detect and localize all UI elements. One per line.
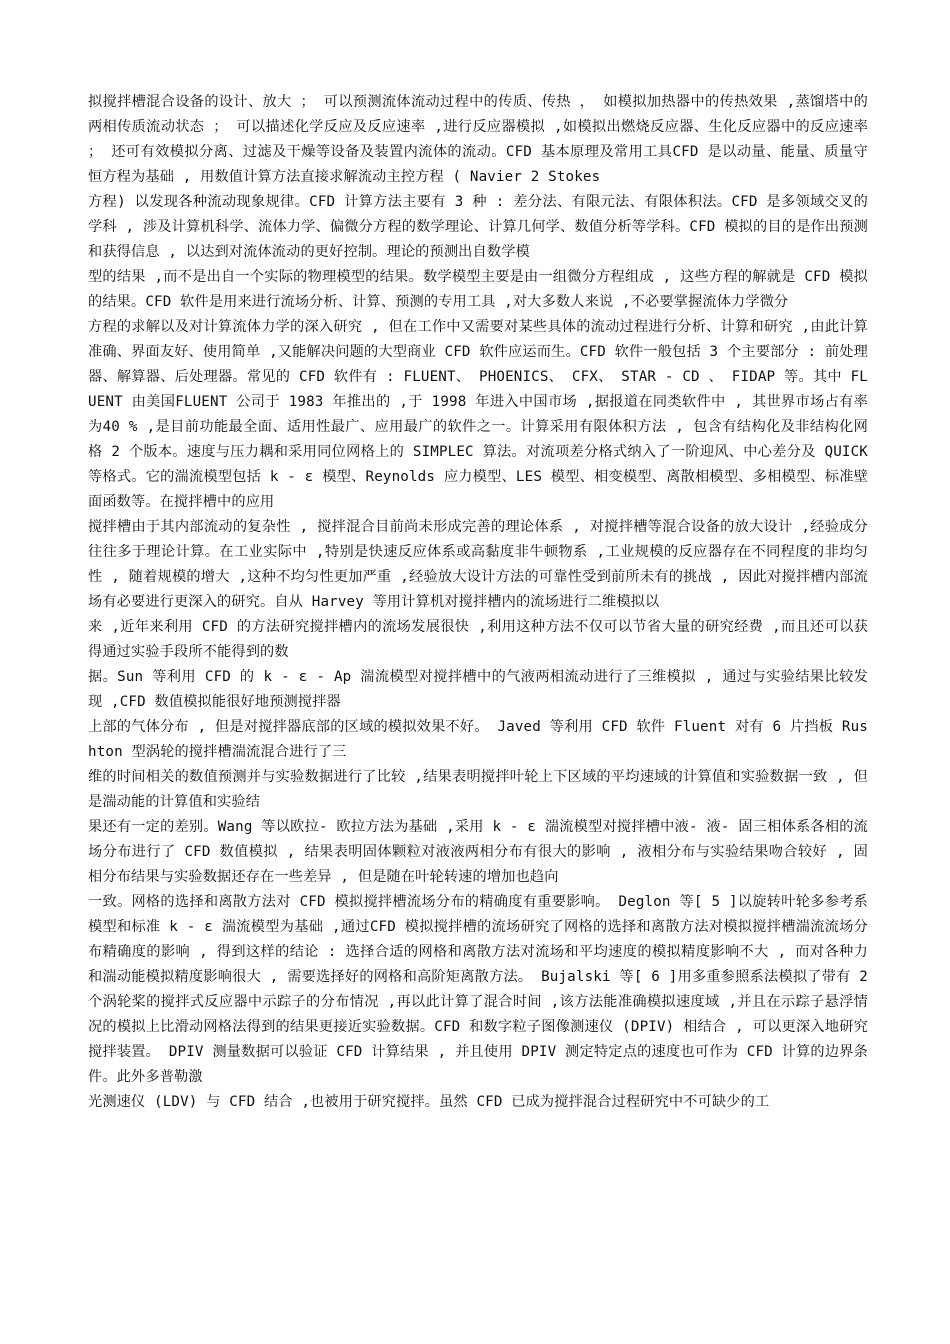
paragraph-1: 拟搅拌槽混合设备的设计、放大 ； 可以预测流体流动过程中的传质、传热 ， 如模拟加热器中的传热效果 ,蒸馏塔中的两相传质流动状态 ； 可以描述化学反应及反应速率 ,进行反应器模拟 ,如模拟出燃烧反应器、生化反应器中的反应速率 ； 还可有效模拟分离、过滤及干燥等设备及装置内流体的流动。CFD 基本原理及常用工具CFD 是以动量、能量、质量守恒方程为基础 , 用数值计算方法直接求解流动主控方程 ( Navier 2 Stokes	[88, 94, 868, 185]
paragraph-4: 方程的求解以及对计算流体力学的深入研究 , 但在工作中又需要对某些具体的流动过程进行分析、计算和研究 ,由此计算准确、界面友好、使用简单 ,又能解决问题的大型商业 CFD 软件应运而生。CFD 软件一般包括 3 个主要部分 : 前处理器、解算器、后处理器。常见的 CFD 软件有 : FLUENT、 PHOENICS、 CFX、 STAR - CD 、 FIDAP 等。其中 FLUENT 由美国FLUENT 公司于 1983 年推出的 ,于 1998 年进入中国市场 ,据报道在同类软件中 , 其世界市场占有率为40 % ,是目前功能最全面、适用性最广、应用最广的软件之一。计算采用有限体积方法 , 包含有结构化及非结构化网格 2 个版本。速度与压力耦和采用同位网格上的 SIMPLEC 算法。对流项差分格式纳入了一阶迎风、中心差分及 QUICK 等格式。它的湍流模型包括 k - ε 模型、Reynolds 应力模型、LES 模型、相变模型、离散相模型、多相模型、标准壁面函数等。在搅拌槽中的应用	[88, 319, 868, 510]
paragraph-7: 据。Sun 等利用 CFD 的 k - ε - Ap 湍流模型对搅拌槽中的气液两相流动进行了三维模拟 , 通过与实验结果比较发现 ,CFD 数值模拟能很好地预测搅拌器	[88, 669, 868, 710]
paragraph-12: 光测速仪 (LDV) 与 CFD 结合 ,也被用于研究搅拌。虽然 CFD 已成为搅拌混合过程研究中不可缺少的工	[88, 1094, 770, 1110]
paragraph-8: 上部的气体分布 , 但是对搅拌器底部的区域的模拟效果不好。 Javed 等利用 CFD 软件 Fluent 对有 6 片挡板 Rushton 型涡轮的搅拌槽湍流混合进行了三	[88, 719, 868, 760]
paragraph-2: 方程) 以发现各种流动现象规律。CFD 计算方法主要有 3 种 : 差分法、有限元法、有限体积法。CFD 是多领域交叉的学科 , 涉及计算机科学、流体力学、偏微分方程的数学理论、计算几何学、数值分析等学科。CFD 模拟的目的是作出预测和获得信息 , 以达到对流体流动的更好控制。理论的预测出自数学模	[88, 194, 868, 260]
paragraph-6: 来 ,近年来利用 CFD 的方法研究搅拌槽内的流场发展很快 ,利用这种方法不仅可以节省大量的研究经费 ,而且还可以获得通过实验手段所不能得到的数	[88, 619, 868, 660]
paragraph-11: 一致。网格的选择和离散方法对 CFD 模拟搅拌槽流场分布的精确度有重要影响。 Deglon 等[ 5 ]以旋转叶轮多参考系模型和标准 k - ε 湍流模型为基础 ,通过CFD 模拟搅拌槽的流场研究了网格的选择和离散方法对模拟搅拌槽湍流流场分布精确度的影响 , 得到这样的结论 : 选择合适的网格和离散方法对流场和平均速度的模拟精度影响不大 , 而对各种力和湍动能模拟精度影响很大 , 需要选择好的网格和高阶矩离散方法。 Bujalski 等[ 6 ]用多重参照系法模拟了带有 2 个涡轮桨的搅拌式反应器中示踪子的分布情况 ,再以此计算了混合时间 ,该方法能准确模拟速度域 ,并且在示踪子悬浮情况的模拟上比滑动网格法得到的结果更接近实验数据。CFD 和数字粒子图像测速仪 (DPIV) 相结合 , 可以更深入地研究搅拌装置。 DPIV 测量数据可以验证 CFD 计算结果 , 并且使用 DPIV 测定特定点的速度也可作为 CFD 计算的边界条件。此外多普勒激	[88, 894, 868, 1085]
document-body	[88, 90, 868, 1115]
paragraph-10: 果还有一定的差别。Wang 等以欧拉- 欧拉方法为基础 ,采用 k - ε 湍流模型对搅拌槽中液- 液- 固三相体系各相的流场分布进行了 CFD 数值模拟 , 结果表明固体颗粒对液液两相分布有很大的影响 , 液相分布与实验结果吻合较好 , 固相分布结果与实验数据还存在一些差异 , 但是随在叶轮转速的增加也趋向	[88, 819, 868, 885]
paragraph-9: 维的时间相关的数值预测并与实验数据进行了比较 ,结果表明搅拌叶轮上下区域的平均速域的计算值和实验数据一致 , 但是湍动能的计算值和实验结	[88, 769, 868, 810]
paragraph-3: 型的结果 ,而不是出自一个实际的物理模型的结果。数学模型主要是由一组微分方程组成 , 这些方程的解就是 CFD 模拟的结果。CFD 软件是用来进行流场分析、计算、预测的专用工具 ,对大多数人来说 ,不必要掌握流体力学微分	[88, 269, 868, 310]
paragraph-5: 搅拌槽由于其内部流动的复杂性 , 搅拌混合目前尚未形成完善的理论体系 , 对搅拌槽等混合设备的放大设计 ,经验成分往往多于理论计算。在工业实际中 ,特别是快速反应体系或高黏度非牛顿物系 ,工业规模的反应器存在不同程度的非均匀性 , 随着规模的增大 ,这种不均匀性更加严重 ,经验放大设计方法的可靠性受到前所未有的挑战 , 因此对搅拌槽内部流场有必要进行更深入的研究。自从 Harvey 等用计算机对搅拌槽内的流场进行二维模拟以	[88, 519, 868, 610]
